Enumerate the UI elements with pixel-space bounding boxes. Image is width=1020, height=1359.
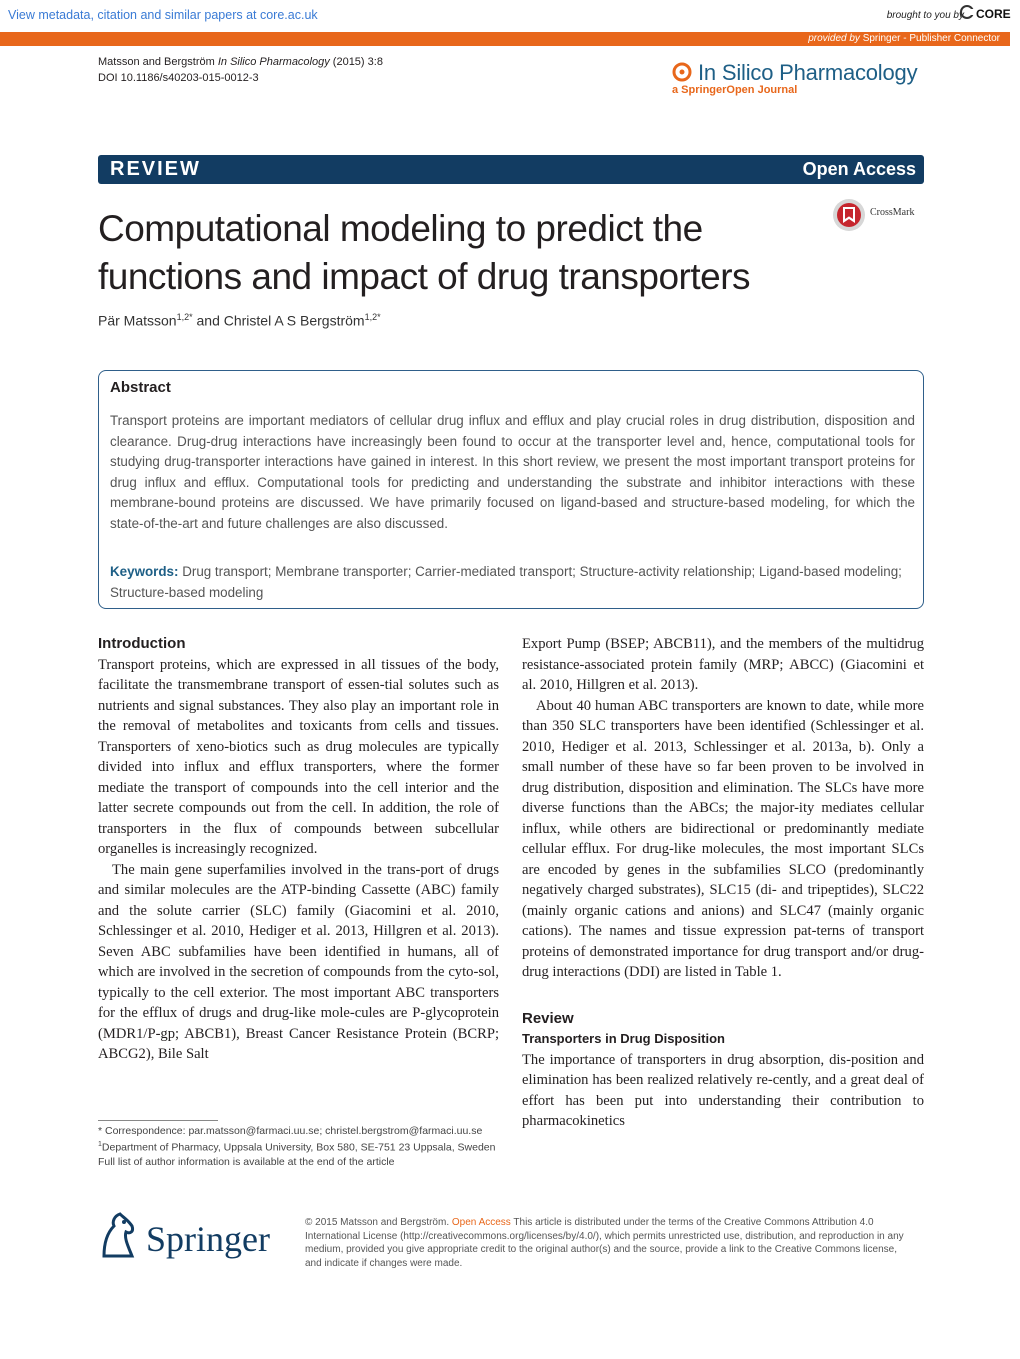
crossmark-icon [832, 198, 866, 232]
core-logo-text: CORE [976, 7, 1011, 21]
article-type-label: REVIEW [110, 158, 201, 180]
keywords-list: Drug transport; Membrane transporter; Carrier-mediated transport; Structure-activity relationship; Ligand-based modeling; Structure-based modeling [110, 564, 902, 600]
abstract-heading: Abstract [110, 379, 171, 396]
cite-doi: DOI 10.1186/s40203-015-0012-3 [98, 72, 259, 84]
provided-prefix: provided by [808, 33, 860, 44]
intro-paragraph-3: Export Pump (BSEP; ABCB11), and the members of the multidrug resistance-associated protein family (MRP; ABCC) (Giacomini et al. 2010, Hillgren et al. 2013). [522, 636, 924, 693]
intro-paragraph-4: About 40 human ABC transporters are known to date, while more than 350 SLC transporters have been identified (Schlessinger et al. 2010, Hediger et al. 2013, Schlessinger et al. 2013a, b). Only a small number of these have so far been proven to be involved in drug distribution, disposition and elimination. The SLCs have more diverse functions than the ABCs; the major-ity mediates cellular influx, while others are bidirectional or predominantly mediate cellular efflux. For drug-like molecules, the most important SLCs are encoded by genes in the subfamilies SLCO (predominantly negatively charged substrates), SLC15 (di- and tripeptides), SLC22 (mainly organic cations and anions) and SLC47 (mainly organic cations). The names and tissue expression pat-terns of transport proteins of demonstrated importance for drug transport and/or drug-drug interactions (DDI) are listed in Table 1. [522, 697, 924, 980]
cite-volume: (2015) 3:8 [329, 56, 383, 68]
footnote-divider [98, 1120, 218, 1121]
core-logo-icon [960, 5, 974, 19]
author-2[interactable]: and Christel A S Bergström [192, 312, 365, 329]
springer-horse-icon [98, 1212, 138, 1260]
core-logo[interactable] [960, 3, 1011, 25]
review-heading: Review [522, 1009, 574, 1027]
keywords [110, 562, 915, 603]
springer-wordmark: Springer [146, 1219, 270, 1259]
author-2-affiliation: 1,2* [364, 312, 381, 322]
affiliation-sup: 1 [98, 1141, 102, 1148]
license-open-access: Open Access [451, 1217, 511, 1228]
affiliation-note [98, 1138, 499, 1155]
open-access-label: Open Access [802, 159, 916, 179]
cite-authors: Matsson and Bergström [98, 56, 218, 68]
crossmark-badge[interactable] [832, 198, 927, 232]
intro-paragraph-1: Transport proteins, which are expressed in all tissues of the body, facilitate the transmembrane transport of essen-tial solutes such as nutrients and signal substances. They also play an important role in the removal of metabolites and toxicants from cells and tissues. Transporters of xeno-biotics such as drug molecules are typically divided into influx and efflux transporters, where the former mediate the transport of compounds into the cell interior and the latter secrete compounds out from the cell. In addition, the role of transporters in the flux of compounds between subcellular organelles is increasingly recognized. [98, 656, 499, 857]
crossmark-text: CrossMark [870, 207, 915, 218]
provided-source[interactable]: Springer - Publisher Connector [862, 33, 1000, 44]
springeropen-icon [672, 62, 692, 82]
review-subheading: Transporters in Drug Disposition [522, 1031, 725, 1046]
journal-subtitle: a SpringerOpen Journal [672, 84, 798, 96]
correspondence-note: * Correspondence: par.matsson@farmaci.uu.se; christel.bergstrom@farmaci.uu.se [98, 1125, 483, 1137]
cite-journal: In Silico Pharmacology [217, 56, 330, 68]
article-type-banner [98, 155, 924, 184]
review-paragraph-1: The importance of transporters in drug absorption, dis-position and elimination has been realized relatively re-cently, and a great deal of effort has been put into understanding their contribution to pharmacokinetics [522, 1051, 924, 1129]
license-body: This article is distributed under the terms of the Creative Commons Attribution 4.0 International License (http://creativecommons.org/licenses/by/4.0/), which permits unrestricted use, distribution, and reproduction in any medium, provided you give appropriate credit to the original author(s) and the source, provide a link to the Creative Commons license, and indicate if changes were made. [305, 1217, 904, 1269]
keywords-label: Keywords: [110, 564, 179, 579]
introduction-heading: Introduction [98, 635, 186, 652]
author-list [98, 312, 381, 329]
journal-name: In Silico Pharmacology [698, 60, 918, 85]
author-1[interactable]: Pär Matsson [98, 312, 177, 329]
footnotes [98, 1124, 499, 1169]
core-metadata-link[interactable]: View metadata, citation and similar papers at core.ac.uk [8, 8, 318, 22]
intro-paragraph-2: The main gene superfamilies involved in the trans-port of drugs and similar molecules are the ATP-binding Cassette (ABC) family and the solute carrier (SLC) family (Giacomini et al. 2010, Schlessinger et al. 2010, Hediger et al. 2013, Hillgren et al. 2013). Seven ABC subfamilies have been identified in humans, all of which are involved in the secretion of compounds from the cyto-sol, typically to the cell exterior. The most important ABC transporters for the efflux of drugs and drug-like mole-cules are P-glycoprotein (MDR1/P-gp; ABCB1), Breast Cancer Resistance Protein (BCRP; ABCG2), Bile Salt [98, 861, 499, 1062]
springer-logo [98, 1212, 288, 1262]
abstract-box [98, 370, 924, 609]
license-copyright: © 2015 Matsson and Bergström. [305, 1217, 452, 1228]
license-text [305, 1216, 915, 1270]
core-brought-text: brought to you by [886, 10, 964, 21]
abstract-text: Transport proteins are important mediators of cellular drug influx and efflux and play crucial roles in drug distribution, disposition and clearance. Drug-drug interactions have increasingly been found to occur at the transporter level and, hence, computational tools for studying drug-transporter interactions have gained in interest. In this short review, we present the most important transport proteins for drug influx and efflux. Computational tools for predicting and understanding the substrate and inhibitor interactions with these membrane-bound proteins are discussed. We have primarily focused on ligand-based and structure-based modeling, for which the state-of-the-art and future challenges are also discussed. [110, 413, 915, 531]
affiliation-text: Department of Pharmacy, Uppsala University, Box 580, SE-751 23 Uppsala, Sweden [101, 1141, 496, 1154]
provided-by-bar [0, 32, 1010, 46]
author-1-affiliation: 1,2* [176, 312, 193, 322]
right-column [522, 634, 924, 1132]
core-banner [0, 0, 1020, 30]
article-title: Computational modeling to predict the functions and impact of drug transporters [98, 208, 751, 297]
left-column [98, 634, 499, 1065]
author-info-note: Full list of author information is available at the end of the article [98, 1155, 395, 1168]
citation-block [98, 54, 383, 86]
